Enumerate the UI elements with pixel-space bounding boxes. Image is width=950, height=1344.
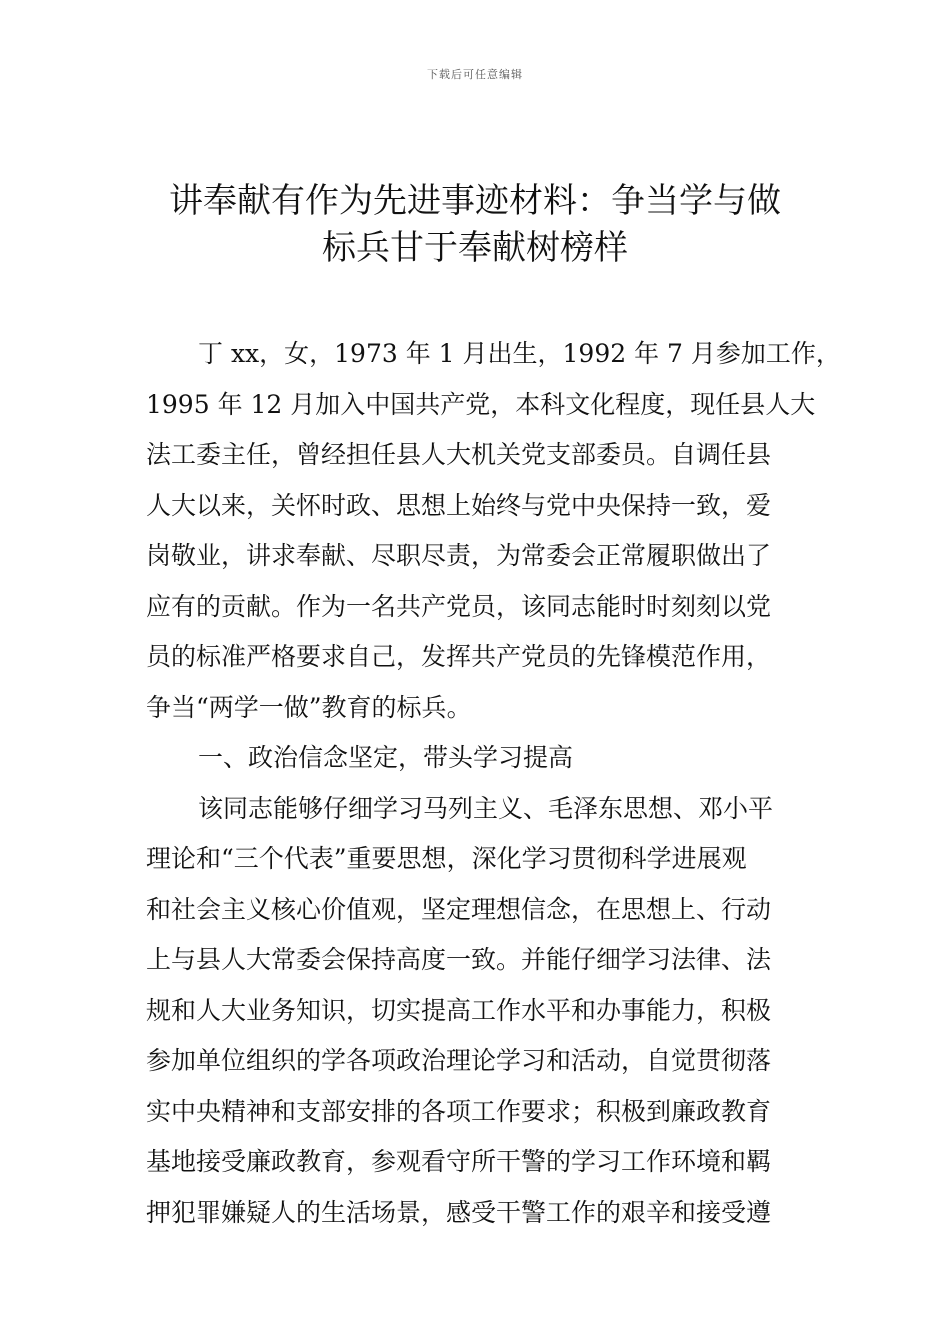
document-title — [100, 178, 850, 272]
paragraph-line: 岗敬业，讲求奉献、尽职尽责，为常委会正常履职做出了 — [146, 541, 772, 570]
paragraph-line: 争当“两学一做”教育的标兵。 — [146, 692, 472, 722]
section-heading: 一、政治信念坚定，带头学习提高 — [198, 743, 574, 772]
paragraph-line: 人大以来，关怀时政、思想上始终与党中央保持一致，爱 — [146, 490, 772, 520]
paragraph-line: 该同志能够仔细学习马列主义、毛泽东思想、邓小平 — [198, 793, 774, 823]
title-line-1: 讲奉献有作为先进事迹材料：争当学与做 — [169, 181, 781, 221]
paragraph-line: 和社会主义核心价值观，坚定理想信念，在思想上、行动 — [146, 894, 772, 924]
paragraph-line: 丁 xx，女，1973 年 1 月出生，1992 年 7 月参加工作， — [198, 339, 841, 368]
paragraph-line: 实中央精神和支部安排的各项工作要求；积极到廉政教育 — [146, 1096, 772, 1126]
paragraph-line: 法工委主任，曾经担任县人大机关党支部委员。自调任县 — [146, 440, 772, 469]
paragraph-line: 基地接受廉政教育，参观看守所干警的学习工作环境和羁 — [146, 1147, 772, 1176]
paragraph-line: 应有的贡献。作为一名共产党员，该同志能时时刻刻以党 — [146, 591, 772, 621]
paragraph-line: 押犯罪嫌疑人的生活场景，感受干警工作的艰辛和接受遵 — [146, 1197, 772, 1227]
paragraph-line: 1995 年 12 月加入中国共产党，本科文化程度，现任县人大 — [146, 389, 816, 419]
paragraph-line: 参加单位组织的学各项政治理论学习和活动，自觉贯彻落 — [146, 1046, 772, 1075]
paragraph-line: 理论和“三个代表”重要思想，深化学习贯彻科学进展观 — [146, 844, 747, 873]
paragraph-line: 员的标准严格要求自己，发挥共产党员的先锋模范作用， — [146, 642, 772, 671]
header-note: 下载后可任意编辑 — [427, 68, 523, 81]
document-body — [146, 329, 841, 1238]
title-line-2: 标兵甘于奉献树榜样 — [322, 228, 628, 268]
paragraph-line: 上与县人大常委会保持高度一致。并能仔细学习法律、法 — [146, 945, 772, 974]
paragraph-line: 规和人大业务知识，切实提高工作水平和办事能力，积极 — [146, 995, 772, 1025]
